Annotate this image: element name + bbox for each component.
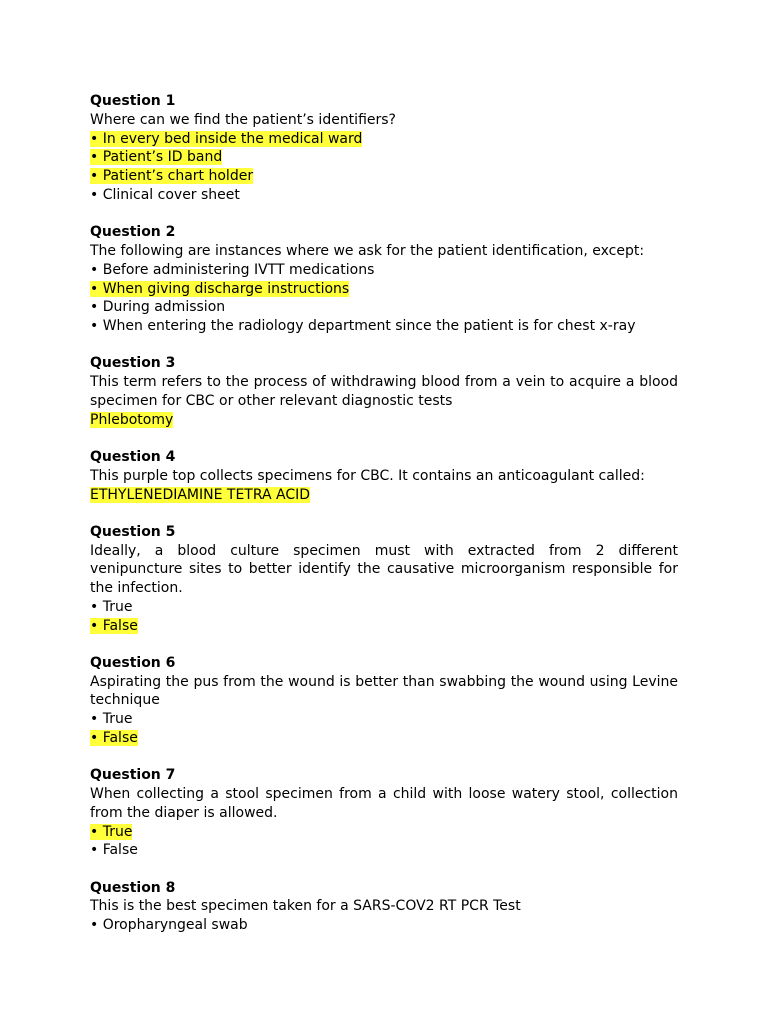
question-title: Question 6 <box>90 654 176 671</box>
question-block <box>90 223 678 336</box>
answer-option-label: • Patient’s ID band <box>90 149 223 166</box>
answer-option-highlighted <box>90 167 678 186</box>
answer-option-highlighted <box>90 130 678 149</box>
answer-option-label: • During admission <box>90 299 226 316</box>
answer-option-label: ETHYLENEDIAMINE TETRA ACID <box>90 486 311 503</box>
answer-option-highlighted <box>90 411 678 430</box>
question-block <box>90 654 678 748</box>
question-text: Aspirating the pus from the wound is better than swabbing the wound using Levine technique <box>90 673 678 709</box>
question-text: When collecting a stool specimen from a child with loose watery stool, collection from the diaper is allowed. <box>90 786 678 821</box>
answer-option-label: • Patient’s chart holder <box>90 168 254 185</box>
question-block <box>90 766 678 860</box>
question-text: Ideally, a blood culture specimen must with extracted from 2 different venipuncture sites to better identify the causative microorganism responsible for the infection. <box>90 542 678 597</box>
question-block <box>90 879 678 935</box>
answer-option <box>90 841 678 860</box>
question-title: Question 3 <box>90 355 176 372</box>
question-title: Question 8 <box>90 879 176 896</box>
answer-option-label: Phlebotomy <box>90 411 174 428</box>
question-title: Question 1 <box>90 93 176 109</box>
answer-option-label: • Oropharyngeal swab <box>90 917 248 934</box>
question-text: This term refers to the process of withdrawing blood from a vein to acquire a blood specimen for CBC or other relevant diagnostic tests <box>90 374 678 409</box>
answer-option-highlighted <box>90 617 678 636</box>
answer-option-highlighted <box>90 148 678 167</box>
answer-option-label: • In every bed inside the medical ward <box>90 130 363 147</box>
question-block <box>90 523 678 636</box>
answer-option <box>90 261 678 280</box>
question-text: This is the best specimen taken for a SARS-COV2 RT PCR Test <box>90 898 521 915</box>
answer-option-label: • True <box>90 598 133 615</box>
question-text: Where can we find the patient’s identifiers? <box>90 111 396 128</box>
answer-option-label: • When entering the radiology department since the patient is for chest x-ray <box>90 318 636 335</box>
answer-option-label: • False <box>90 730 138 747</box>
answer-option-highlighted <box>90 486 678 505</box>
answer-option-highlighted <box>90 823 678 842</box>
answer-option-label: • False <box>90 617 138 634</box>
question-title: Question 2 <box>90 224 176 241</box>
answer-option-label: • True <box>90 823 133 840</box>
question-title: Question 7 <box>90 767 176 784</box>
answer-option-label: • When giving discharge instructions <box>90 280 350 297</box>
question-title: Question 5 <box>90 523 176 540</box>
answer-option <box>90 186 678 205</box>
answer-option-highlighted <box>90 729 678 748</box>
question-title: Question 4 <box>90 448 176 465</box>
answer-option <box>90 598 678 617</box>
answer-option-highlighted <box>90 280 678 299</box>
question-text: The following are instances where we ask for the patient identification, except: <box>90 242 645 259</box>
document-body <box>90 92 678 953</box>
answer-option <box>90 710 678 729</box>
answer-option-label: • True <box>90 711 133 728</box>
question-block <box>90 92 678 205</box>
answer-option <box>90 298 678 317</box>
question-block <box>90 354 678 429</box>
answer-option-label: • False <box>90 842 138 859</box>
answer-option <box>90 317 678 336</box>
question-text: This purple top collects specimens for CBC. It contains an anticoagulant called: <box>90 467 645 484</box>
question-block <box>90 448 678 504</box>
answer-option-label: • Clinical cover sheet <box>90 186 240 203</box>
answer-option <box>90 916 678 935</box>
answer-option-label: • Before administering IVTT medications <box>90 261 375 278</box>
